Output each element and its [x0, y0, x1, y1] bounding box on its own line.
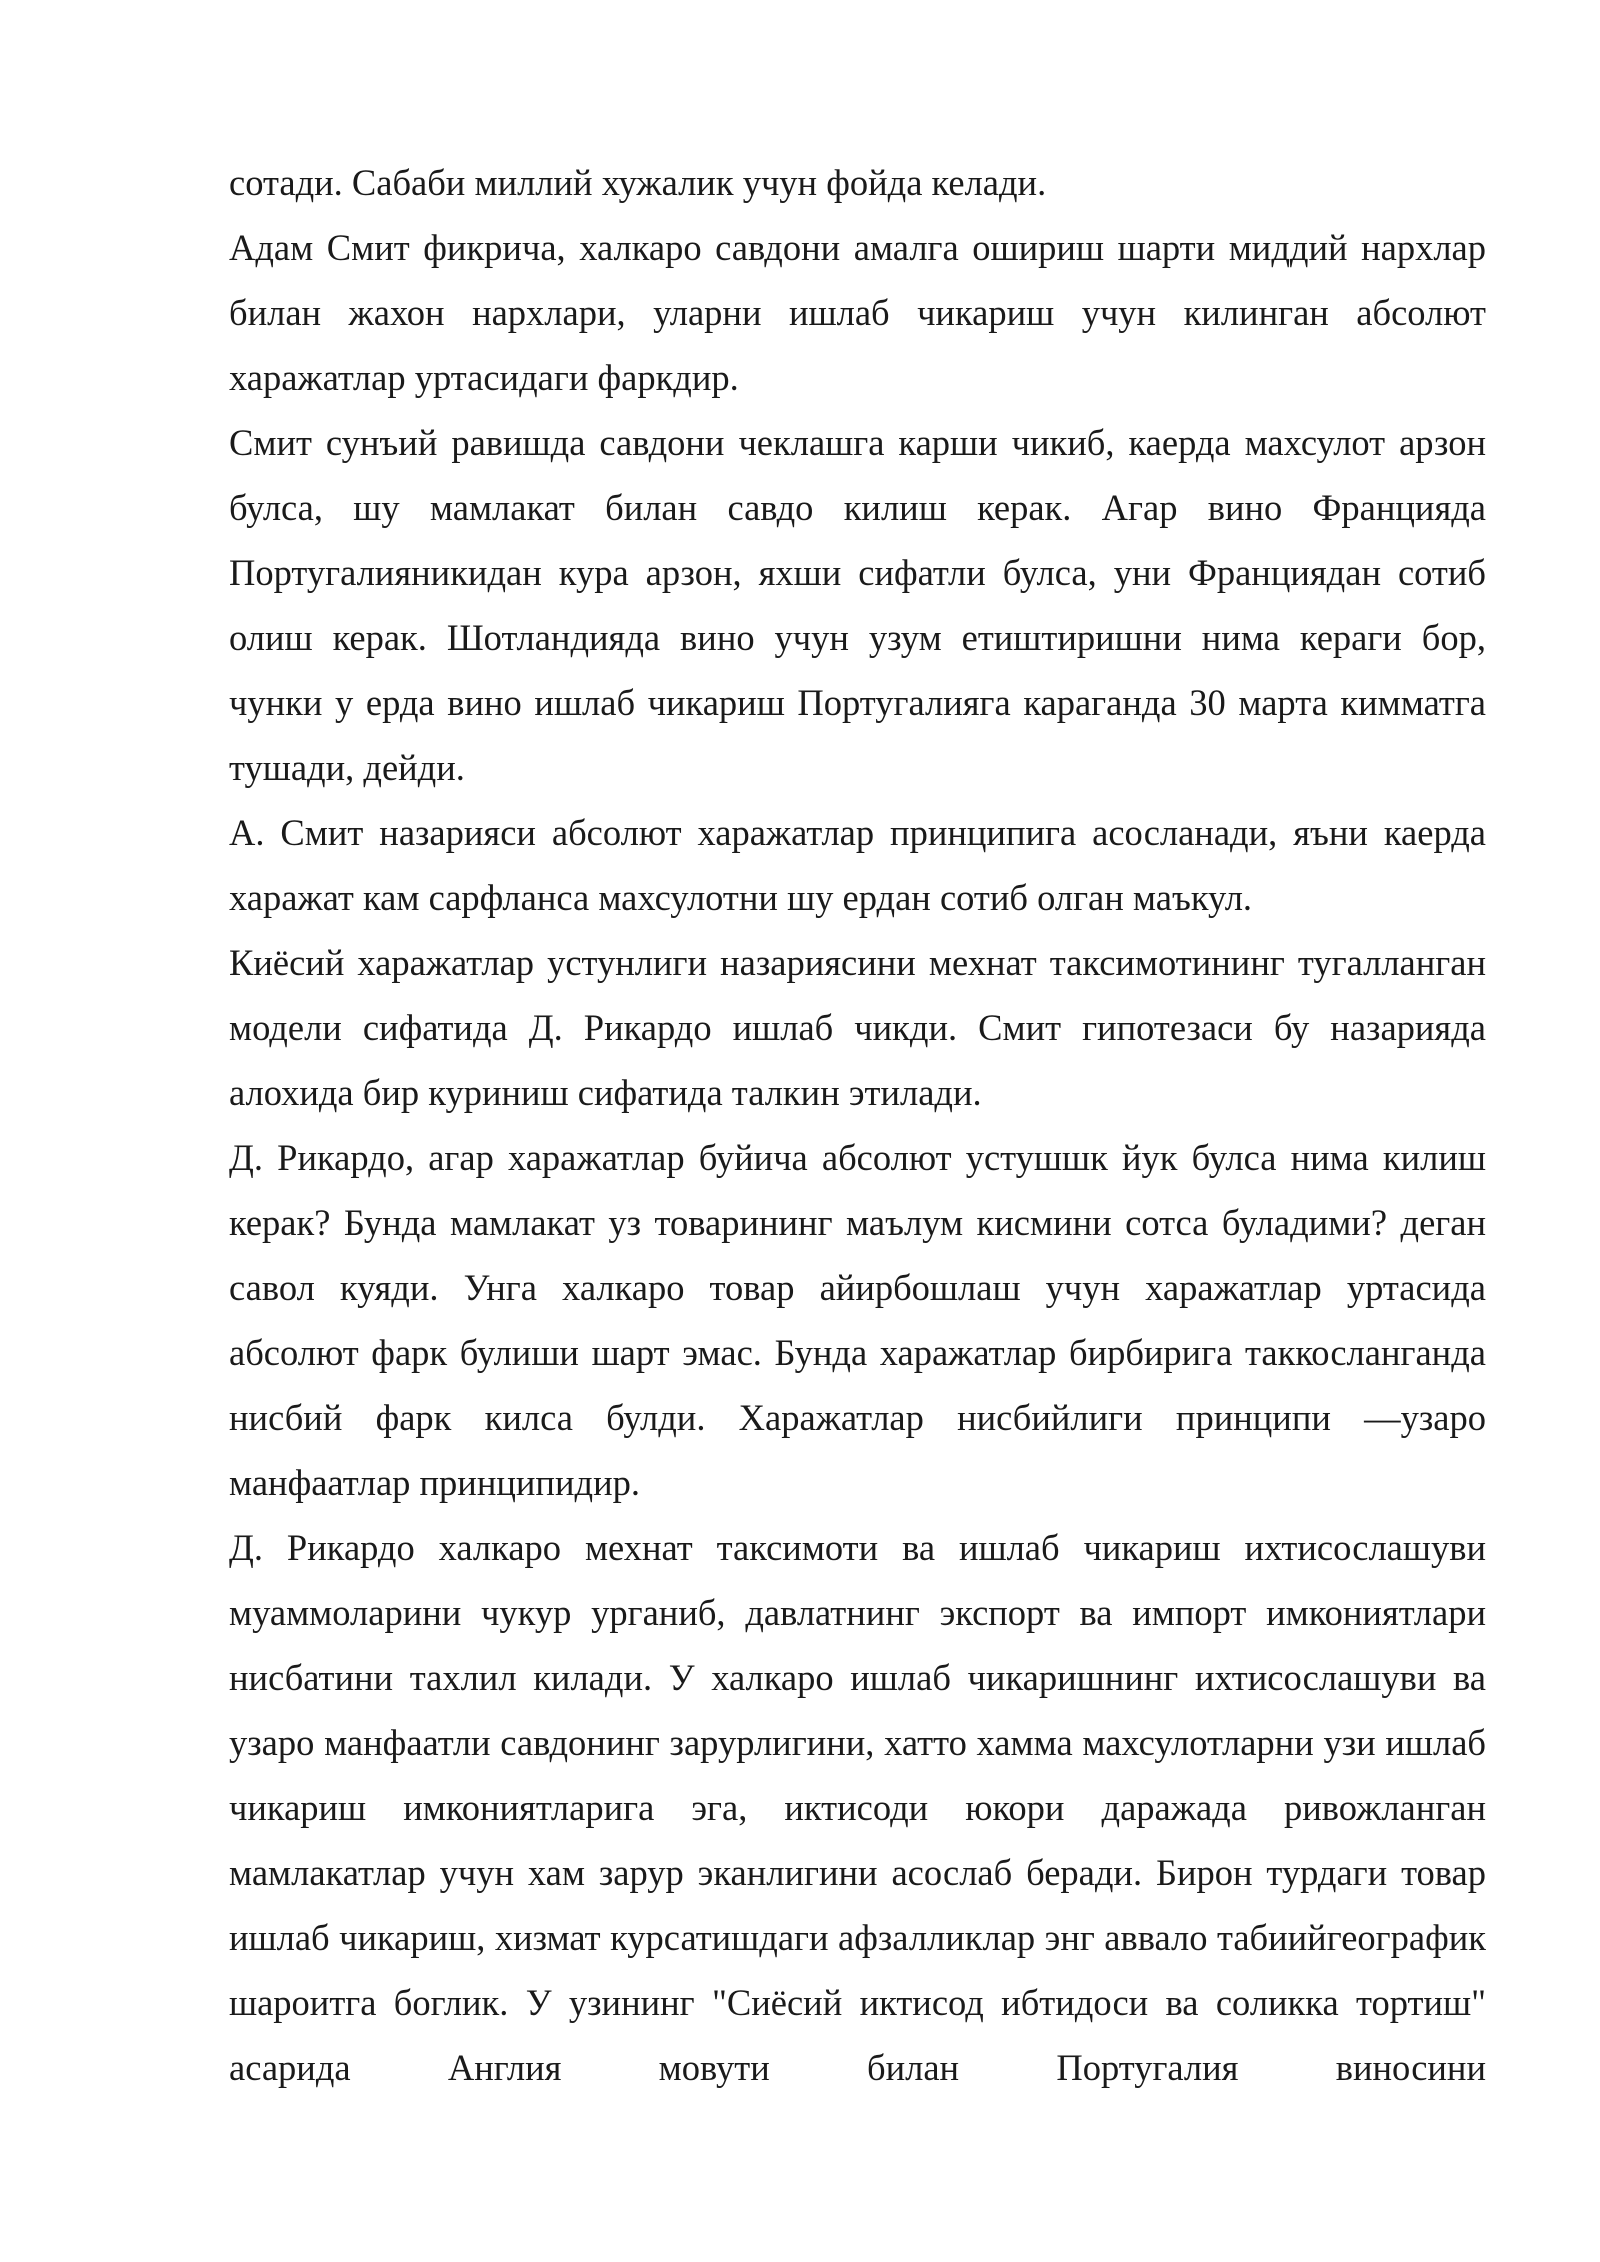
paragraph: Смит сунъий равишда савдони чеклашга карши чикиб, каерда махсулот арзон булса, шу мамлакат билан савдо килиш керак. Агар вино Францияда Португалияникидан кура арзон, яхши сифатли булса, уни Франциядан сотиб олиш керак. Шотландияда вино учун узум етиштиришни нима кераги бор, чунки у ерда вино ишлаб чикариш Португалияга караганда 30 марта кимматга тушади, дейди.	[229, 422, 1486, 788]
paragraph-last: Д. Рикардо халкаро мехнат таксимоти ва ишлаб чикариш ихтисослашуви муаммоларини чукур урганиб, давлатнинг экспорт ва импорт имкониятлари нисбатини тахлил килади. У халкаро ишлаб чикаришнинг ихтисослашуви ва узаро манфаатли савдонинг зарурлигини, хатто хамма махсулотларни узи ишлаб чикариш имкониятларига эга, иктисоди юкори даражада ривожланган мамлакатлар учун хам зарур эканлигини асослаб беради. Бирон турдаги товар ишлаб чикариш, хизмат курсатишдаги афзалликлар энг аввало табиийгеографик шароитга боглик. У узининг "Сиёсий иктисод ибтидоси ва соликка тортиш" асарида Англия мовути билан Португалия виносини	[229, 1527, 1486, 2088]
paragraph: Д. Рикардо, агар харажатлар буйича абсолют устушшк йук булса нима килиш керак? Бунда мамлакат уз товарининг маълум кисмини сотса буладими? деган савол куяди. Унга халкаро товар айирбошлаш учун харажатлар уртасида абсолют фарк булиши шарт эмас. Бунда харажатлар бирбирига таккосланганда нисбий фарк килса булди. Харажатлар нисбийлиги принципи —узаро манфаатлар принципидир.	[229, 1137, 1486, 1503]
paragraph: А. Смит назарияси абсолют харажатлар принципига асосланади, яъни каерда харажат кам сарфланса махсулотни шу ердан сотиб олган маъкул.	[229, 812, 1486, 918]
paragraph: Адам Смит фикрича, халкаро савдони амалга ошириш шарти миддий нархлар билан жахон нархлари, уларни ишлаб чикариш учун килинган абсолют харажатлар уртасидаги фаркдир.	[229, 227, 1486, 398]
paragraph: Киёсий харажатлар устунлиги назариясини мехнат таксимотининг тугалланган модели сифатида Д. Рикардо ишлаб чикди. Смит гипотезаси бу назарияда алохида бир куриниш сифатида талкин этилади.	[229, 942, 1486, 1113]
document-body	[229, 150, 1486, 2100]
paragraph: сотади. Сабаби миллий хужалик учун фойда келади.	[229, 162, 1047, 203]
